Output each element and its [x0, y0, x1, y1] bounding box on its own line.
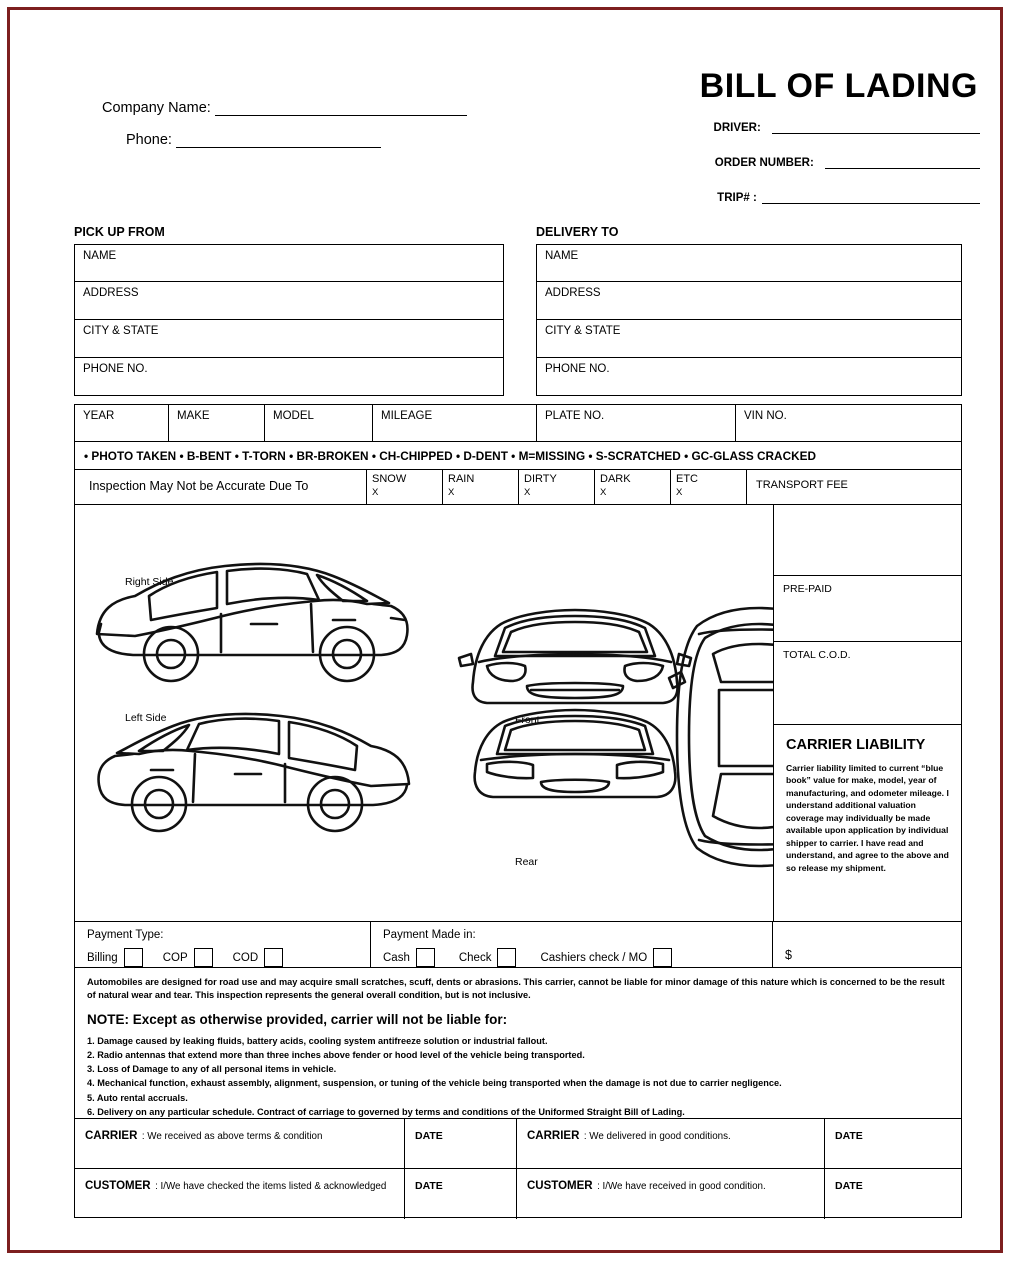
vehicle-plate-field[interactable]: PLATE NO.	[537, 405, 736, 441]
payment-type-billing-checkbox[interactable]	[124, 948, 143, 967]
condition-etc-label: ETC	[676, 473, 698, 485]
date-label: DATE	[415, 1130, 443, 1142]
carrier-received-cell[interactable]	[75, 1119, 405, 1168]
pickup-city-state-field[interactable]: CITY & STATE	[74, 320, 504, 358]
payment-type-group	[75, 922, 371, 967]
carrier-received-label: CARRIER	[85, 1130, 138, 1142]
condition-snow-mark: X	[372, 487, 379, 498]
delivery-city-state-field[interactable]: CITY & STATE	[536, 320, 962, 358]
notes-item: 1. Damage caused by leaking fluids, battery acids, cooling system antifreeze solution or industrial fallout.	[87, 1035, 548, 1046]
vehicle-damage-diagram[interactable]	[74, 504, 774, 922]
condition-dark[interactable]	[595, 470, 671, 504]
condition-rain-mark: X	[448, 487, 455, 498]
pickup-address-field[interactable]: ADDRESS	[74, 282, 504, 320]
date-label: DATE	[835, 1180, 863, 1192]
payment-check-label: Check	[458, 951, 492, 964]
condition-dark-label: DARK	[600, 473, 631, 485]
vehicle-make-field[interactable]: MAKE	[169, 405, 265, 441]
carrier-delivered-label: CARRIER	[527, 1130, 580, 1142]
phone-field[interactable]	[126, 132, 381, 148]
order-number-label: ORDER NUMBER:	[714, 157, 814, 169]
carrier-delivered-cell[interactable]	[517, 1119, 825, 1168]
payment-type-billing-label: Billing	[87, 951, 118, 964]
carrier-received-text: : We received as above terms & condition	[141, 1131, 323, 1142]
condition-dirty[interactable]	[519, 470, 595, 504]
date-label: DATE	[415, 1180, 443, 1192]
driver-label: DRIVER:	[713, 122, 761, 134]
vehicle-model-field[interactable]: MODEL	[265, 405, 373, 441]
diagram-label-front: Front	[515, 714, 540, 726]
customer-checked-label: CUSTOMER	[85, 1180, 151, 1192]
payment-type-cop-label: COP	[162, 951, 188, 964]
payment-cashiers-check-checkbox[interactable]	[653, 948, 672, 967]
phone-label: Phone:	[126, 132, 172, 148]
trip-number-label: TRIP# :	[717, 192, 757, 204]
payment-made-in-options	[383, 948, 672, 967]
driver-field[interactable]	[714, 122, 980, 134]
carrier-delivered-text: : We delivered in good conditions.	[583, 1131, 731, 1142]
diagram-label-right-side: Right Side	[125, 576, 174, 588]
payment-amount-group[interactable]	[773, 922, 961, 967]
carrier-received-date-cell[interactable]	[405, 1119, 517, 1168]
bill-of-lading-form	[32, 32, 998, 1248]
vehicle-mileage-field[interactable]: MILEAGE	[373, 405, 537, 441]
payment-type-label: Payment Type:	[87, 929, 164, 941]
notes-intro: Automobiles are designed for road use and may acquire small scratches, scuff, dents or abrasions. This carrier, cannot be liable for minor damage of this nature which is concerned to be the result of natural wear and tear. This inspection represents the general overall condition, but is not inclusive.	[87, 977, 945, 1001]
payment-made-in-group	[371, 922, 773, 967]
delivery-address-group	[536, 244, 962, 396]
company-name-field[interactable]	[102, 100, 467, 116]
vehicle-vin-field[interactable]: VIN NO.	[744, 410, 787, 422]
customer-received-cell[interactable]	[517, 1169, 825, 1219]
order-number-field[interactable]	[715, 157, 980, 169]
customer-checked-text: : I/We have checked the items listed & acknowledged	[155, 1181, 387, 1192]
signature-row-carrier	[75, 1119, 961, 1169]
customer-received-text: : I/We have received in good condition.	[597, 1181, 766, 1192]
form-header	[32, 32, 998, 212]
driver-input[interactable]	[772, 122, 980, 134]
pickup-phone-field[interactable]: PHONE NO.	[74, 358, 504, 396]
inspection-conditions-row	[74, 469, 962, 505]
signature-block	[74, 1118, 962, 1218]
payment-check-checkbox[interactable]	[497, 948, 516, 967]
customer-received-date-cell[interactable]	[825, 1169, 961, 1219]
payment-made-in-label: Payment Made in:	[383, 929, 476, 941]
delivery-name-field[interactable]: NAME	[536, 244, 962, 282]
notes-item: 5. Auto rental accruals.	[87, 1092, 188, 1103]
company-name-input[interactable]	[215, 101, 467, 116]
condition-dirty-mark: X	[524, 487, 531, 498]
phone-input[interactable]	[176, 133, 381, 148]
notes-item: 3. Loss of Damage to any of all personal items in vehicle.	[87, 1064, 337, 1075]
payment-cash-label: Cash	[383, 951, 410, 964]
company-name-label: Company Name:	[102, 100, 211, 116]
carrier-liability-text: Carrier liability limited to current “blue book” value for make, model, year of manufacturing, and odometer mileage. I understand additional valuation coverage may individually be made available upon application by individual shipper to carrier. I have read and understand, and agree to the above and so release my shipment.	[786, 763, 949, 873]
condition-dark-mark: X	[600, 487, 607, 498]
payment-type-cop-checkbox[interactable]	[194, 948, 213, 967]
pickup-heading: PICK UP FROM	[74, 225, 165, 239]
vehicle-info-row	[74, 404, 962, 442]
delivery-address-field[interactable]: ADDRESS	[536, 282, 962, 320]
transport-fee-value-cell[interactable]	[773, 504, 962, 576]
trip-number-input[interactable]	[762, 192, 980, 204]
payment-cash-checkbox[interactable]	[416, 948, 435, 967]
delivery-phone-field[interactable]: PHONE NO.	[536, 358, 962, 396]
pickup-name-field[interactable]: NAME	[74, 244, 504, 282]
carrier-liability-title: CARRIER LIABILITY	[786, 737, 926, 753]
car-outline-illustrations	[75, 504, 773, 920]
date-label: DATE	[835, 1130, 863, 1142]
finance-column	[773, 504, 962, 725]
notes-list	[87, 1034, 949, 1120]
payment-amount-symbol: $	[785, 948, 792, 962]
vehicle-year-field[interactable]: YEAR	[75, 405, 169, 441]
inspection-label: Inspection May Not be Accurate Due To	[75, 470, 367, 504]
order-number-input[interactable]	[825, 157, 980, 169]
customer-received-label: CUSTOMER	[527, 1180, 593, 1192]
payment-type-cod-checkbox[interactable]	[264, 948, 283, 967]
damage-code-legend: • PHOTO TAKEN • B-BENT • T-TORN • BR-BROKEN • CH-CHIPPED • D-DENT • M=MISSING • S-SCRATCHED • GC-GLASS CRACKED	[74, 441, 962, 470]
carrier-delivered-date-cell[interactable]	[825, 1119, 961, 1168]
payment-type-cod-label: COD	[232, 951, 259, 964]
transport-fee-header: TRANSPORT FEE	[756, 479, 848, 491]
diagram-label-left-side: Left Side	[125, 712, 167, 724]
pre-paid-cell[interactable]: PRE-PAID	[773, 576, 962, 642]
payment-row	[74, 921, 962, 968]
notes-block	[74, 967, 962, 1119]
condition-dirty-label: DIRTY	[524, 473, 557, 485]
condition-etc-mark: X	[676, 487, 683, 498]
delivery-heading: DELIVERY TO	[536, 225, 619, 239]
notes-item: 4. Mechanical function, exhaust assembly, alignment, suspension, or tuning of the vehicle being transported when the damage is not due to carrier negligence.	[87, 1078, 782, 1089]
signature-row-customer	[75, 1169, 961, 1219]
notes-item: 2. Radio antennas that extend more than three inches above fender or hood level of the vehicle being transported.	[87, 1049, 585, 1060]
diagram-label-rear: Rear	[515, 856, 538, 868]
page-title: BILL OF LADING	[699, 67, 978, 105]
payment-type-options	[87, 948, 283, 967]
condition-snow[interactable]	[367, 470, 443, 504]
total-cod-cell[interactable]: TOTAL C.O.D.	[773, 642, 962, 725]
notes-heading: NOTE: Except as otherwise provided, carrier will not be liable for:	[87, 1011, 508, 1027]
carrier-liability-block	[773, 725, 962, 922]
trip-number-field[interactable]	[717, 192, 980, 204]
customer-checked-cell[interactable]	[75, 1169, 405, 1219]
pickup-address-group	[74, 244, 504, 396]
condition-snow-label: SNOW	[372, 473, 407, 485]
payment-cashiers-check-label: Cashiers check / MO	[540, 951, 648, 964]
condition-etc[interactable]	[671, 470, 747, 504]
condition-rain-label: RAIN	[448, 473, 475, 485]
customer-checked-date-cell[interactable]	[405, 1169, 517, 1219]
condition-rain[interactable]	[443, 470, 519, 504]
page-decorative-border	[7, 7, 1003, 1253]
notes-item: 6. Delivery on any particular schedule. Contract of carriage to governed by terms and conditions of the Uniformed Straight Bill of Lading.	[87, 1106, 685, 1117]
